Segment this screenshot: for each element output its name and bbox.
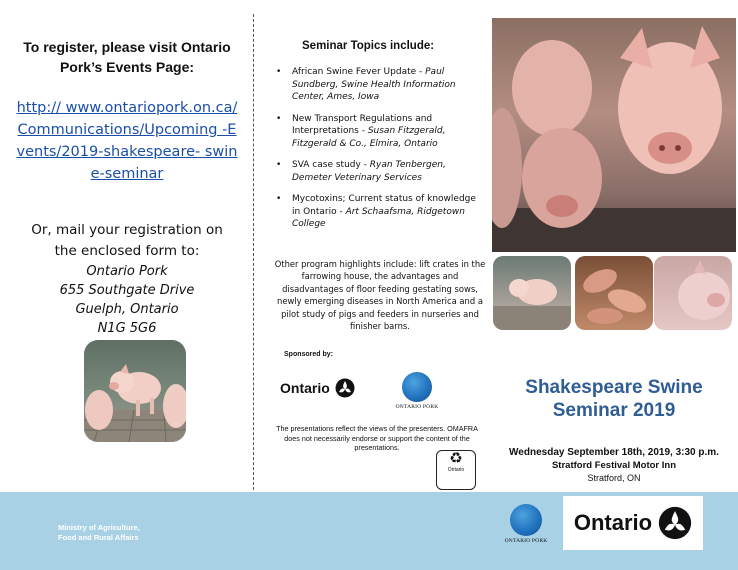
ministry-line: Food and Rural Affairs bbox=[58, 532, 139, 542]
topic-presenter: Paul Sundberg, Swine Health Information Center, Ames, Iowa bbox=[292, 67, 456, 102]
event-date-time: Wednesday September 18th, 2019, 3:30 p.m. bbox=[509, 447, 719, 458]
ministry-line: Ministry of Agriculture, bbox=[58, 523, 140, 532]
ontario-logo bbox=[280, 378, 355, 398]
cover-panel bbox=[488, 0, 738, 490]
topic-title: SVA case study - bbox=[292, 160, 370, 170]
recycle-label: Ontario bbox=[447, 467, 465, 473]
bullet-icon: • bbox=[276, 67, 282, 77]
topic-presenter: Ryan Tenbergen, Demeter Veterinary Services bbox=[292, 160, 446, 183]
topic-item bbox=[276, 66, 482, 104]
address-line: N1G 5G6 bbox=[97, 321, 157, 336]
topics-panel bbox=[254, 0, 488, 490]
footer-band bbox=[0, 492, 738, 570]
topic-item bbox=[276, 113, 482, 151]
registration-panel bbox=[0, 0, 252, 490]
topic-item bbox=[276, 193, 482, 231]
address-line: Guelph, Ontario bbox=[75, 302, 179, 317]
topic-title: Mycotoxins; Current status of knowledge in Ontario - bbox=[292, 194, 476, 217]
event-city: Stratford, ON bbox=[587, 473, 641, 483]
ontario-pork-label: ONTARIO PORK bbox=[504, 538, 548, 544]
trillium-icon bbox=[335, 378, 355, 398]
address-line: Ontario Pork bbox=[86, 264, 168, 279]
event-venue: Stratford Festival Motor Inn bbox=[551, 460, 677, 471]
ontario-pork-emblem-icon bbox=[402, 372, 432, 402]
topics-list bbox=[276, 66, 482, 240]
bullet-icon: • bbox=[276, 160, 282, 170]
seminar-title: Shakespeare Swine Seminar 2019 bbox=[525, 377, 703, 421]
mailing-address bbox=[18, 262, 236, 338]
pig-thumbnail bbox=[493, 256, 571, 330]
sponsored-by-label: Sponsored by: bbox=[284, 351, 334, 358]
ontario-logo bbox=[563, 496, 703, 550]
topic-item bbox=[276, 159, 482, 184]
ontario-wordmark: Ontario bbox=[573, 510, 653, 535]
mail-instructions: Or, mail your registration on the enclosed form to: bbox=[31, 222, 223, 259]
pig-thumbnail bbox=[575, 256, 653, 330]
bullet-icon: • bbox=[276, 113, 282, 124]
ontario-pork-emblem-icon bbox=[510, 504, 542, 536]
registration-link[interactable]: http:// www.ontariopork.on.ca/ Communications/Upcoming -Events/2019-shakespeare- swine-seminar bbox=[16, 100, 238, 182]
recycled-paper-badge bbox=[436, 450, 476, 490]
topic-presenter: Susan Fitzgerald, Fitzgerald & Co., Elmira, Ontario bbox=[292, 126, 446, 149]
topics-heading: Seminar Topics include: bbox=[302, 40, 435, 52]
program-highlights: Other program highlights include: lift crates in the farrowing house, the advantages and disadvantages of floor feeding gestating sows, newly emerging diseases in North America and a pilot study of pigs and feeders in nurseries and finisher barns. bbox=[274, 259, 486, 332]
trillium-icon bbox=[658, 506, 692, 540]
topic-title: New Transport Regulations and Interpretations - bbox=[292, 113, 433, 136]
disclaimer: The presentations reflect the views of the presenters. OMAFRA does not necessarily endorse or support the content of the presentations. bbox=[276, 424, 478, 452]
ontario-wordmark: Ontario bbox=[280, 380, 330, 396]
pigs-main-photo bbox=[492, 18, 736, 252]
piglets-photo bbox=[84, 340, 186, 442]
register-heading: To register, please visit Ontario Pork’s Events Page: bbox=[23, 39, 231, 75]
ontario-pork-logo bbox=[392, 372, 442, 410]
pig-thumbnail bbox=[654, 256, 732, 330]
bullet-icon: • bbox=[276, 194, 282, 204]
topic-title: African Swine Fever Update - bbox=[292, 67, 426, 77]
ontario-pork-logo bbox=[503, 504, 549, 544]
ontario-pork-label: ONTARIO PORK bbox=[395, 404, 439, 410]
topic-presenter: Art Schaafsma, Ridgetown College bbox=[292, 206, 465, 229]
ministry-name bbox=[58, 523, 140, 542]
recycle-icon: ♻ bbox=[449, 450, 463, 467]
address-line: 655 Southgate Drive bbox=[59, 283, 195, 298]
